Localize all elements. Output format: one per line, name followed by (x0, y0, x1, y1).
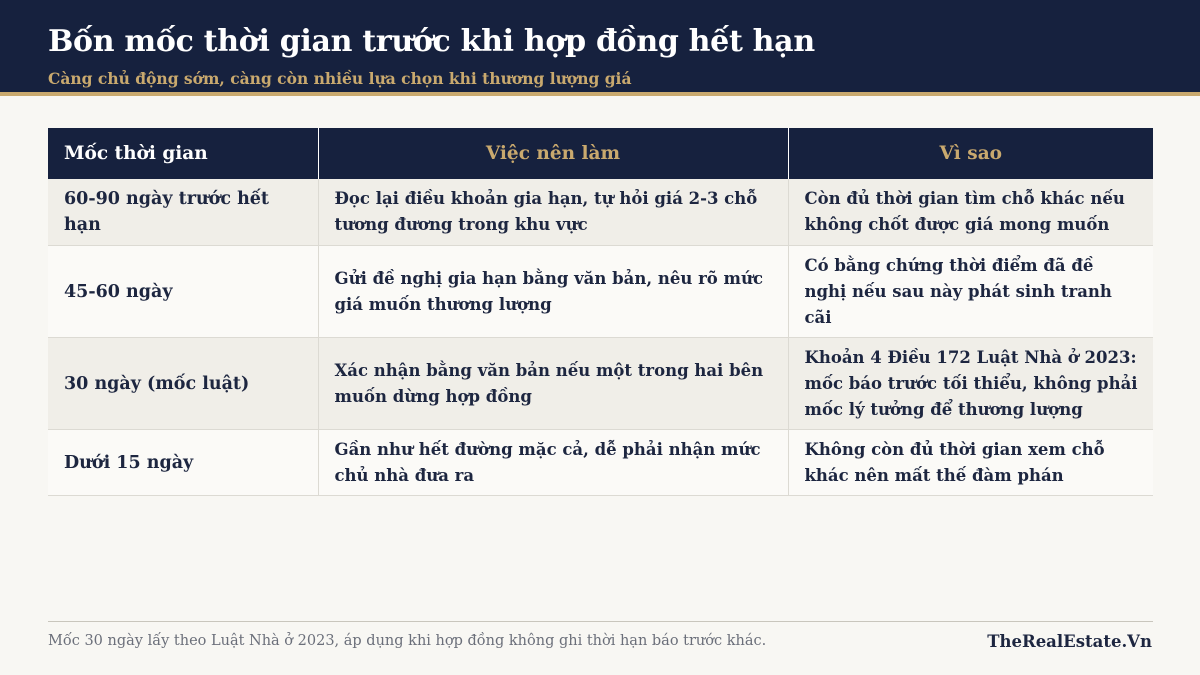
column-header-action: Việc nên làm (318, 128, 788, 179)
milestone-cell: 30 ngày (mốc luật) (48, 337, 318, 429)
table-header-row (48, 128, 1153, 179)
footer-divider (48, 621, 1153, 622)
milestone-cell: Dưới 15 ngày (48, 429, 318, 495)
table-row (48, 245, 1153, 337)
table-row (48, 179, 1153, 245)
reason-cell: Không còn đủ thời gian xem chỗ khác nên mất thế đàm phán (788, 429, 1153, 495)
milestone-cell: 45-60 ngày (48, 245, 318, 337)
action-cell: Xác nhận bằng văn bản nếu một trong hai bên muốn dừng hợp đồng (318, 337, 788, 429)
brand-logo-text: TheRealEstate.Vn (987, 632, 1152, 651)
reason-cell: Có bằng chứng thời điểm đã đề nghị nếu sau này phát sinh tranh cãi (788, 245, 1153, 337)
reason-cell: Khoản 4 Điều 172 Luật Nhà ở 2023: mốc báo trước tối thiểu, không phải mốc lý tưởng để thương lượng (788, 337, 1153, 429)
table-row (48, 429, 1153, 495)
column-header-reason: Vì sao (788, 128, 1153, 179)
action-cell: Gửi đề nghị gia hạn bằng văn bản, nêu rõ mức giá muốn thương lượng (318, 245, 788, 337)
action-cell: Đọc lại điều khoản gia hạn, tự hỏi giá 2-3 chỗ tương đương trong khu vực (318, 179, 788, 245)
table-row (48, 337, 1153, 429)
timeline-table (48, 128, 1153, 496)
reason-cell: Còn đủ thời gian tìm chỗ khác nếu không chốt được giá mong muốn (788, 179, 1153, 245)
milestone-cell: 60-90 ngày trước hết hạn (48, 179, 318, 245)
action-cell: Gần như hết đường mặc cả, dễ phải nhận mức chủ nhà đưa ra (318, 429, 788, 495)
footer-note: Mốc 30 ngày lấy theo Luật Nhà ở 2023, áp dụng khi hợp đồng không ghi thời hạn báo trước khác. (48, 633, 767, 649)
page-title: Bốn mốc thời gian trước khi hợp đồng hết hạn (48, 24, 815, 59)
header-banner (0, 0, 1200, 96)
column-header-milestone: Mốc thời gian (48, 128, 318, 179)
page-subtitle: Càng chủ động sớm, càng còn nhiều lựa chọn khi thương lượng giá (48, 69, 632, 88)
